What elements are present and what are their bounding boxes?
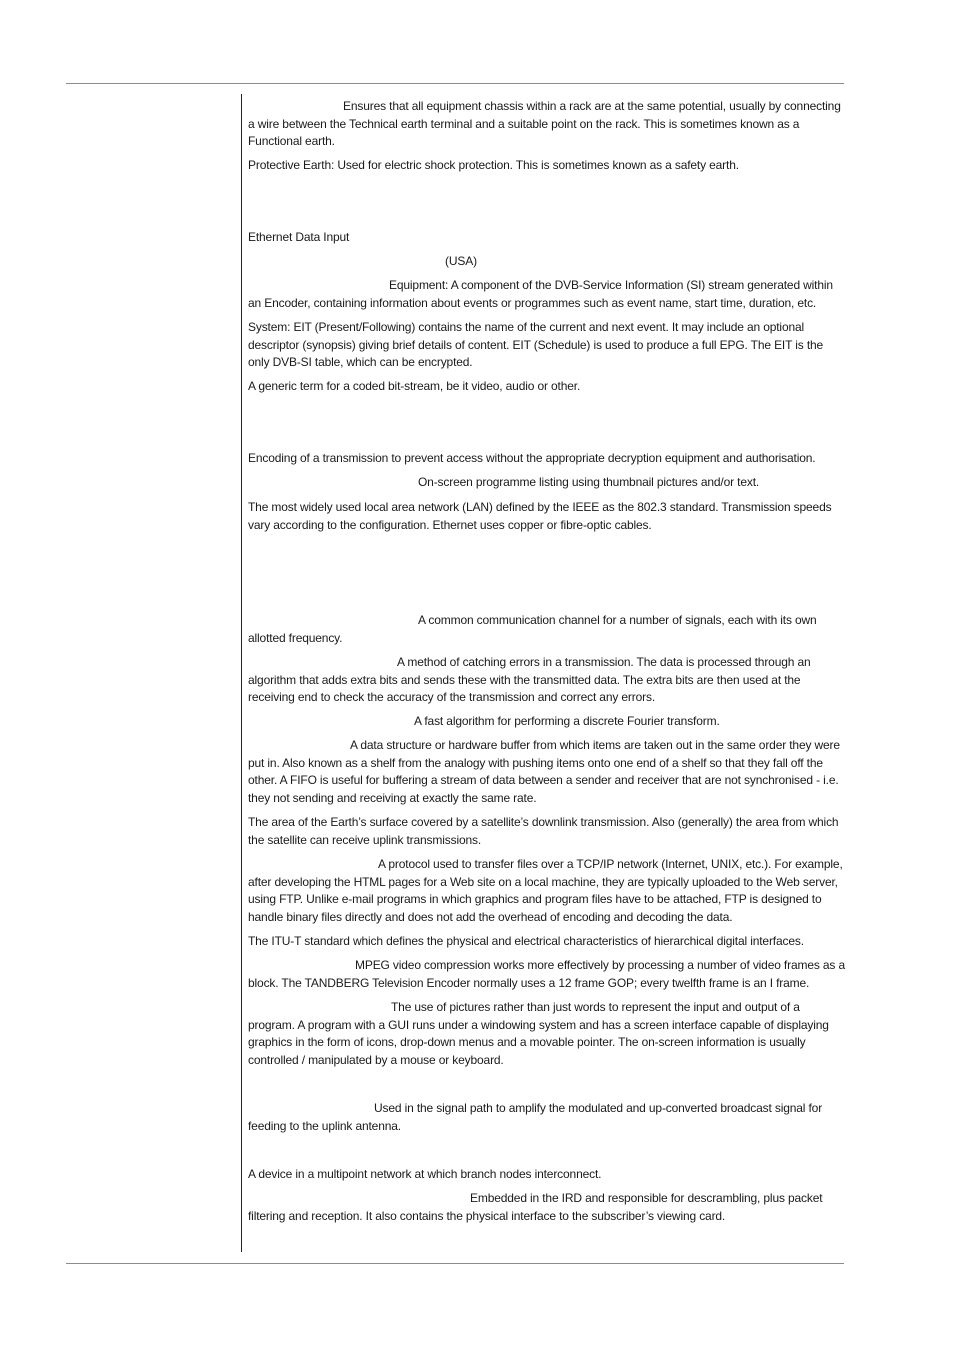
entry-fec: A method of catching errors in a transmission. The data is processed through an algorithm that adds extra bits and sends these with the transmitted data. The extra bits are then used at the receiving end to check the accuracy of the transmission and correct any errors. (248, 655, 811, 705)
entry-hub: A device in a multipoint network at which branch nodes interconnect. (248, 1167, 602, 1181)
entry-protective-earth: Protective Earth: Used for electric shock protection. This is sometimes known as a safety earth. (248, 158, 739, 172)
entry-gui: The use of pictures rather than just words to represent the input and output of a program. A program with a GUI runs under a windowing system and has a screen interface capable of displaying graphics in the form of icons, drop-down menus and a movable pointer. The on-screen information is usually controlled / manipulated by a mouse or keyboard. (248, 1000, 829, 1067)
entry-elementary-stream: A generic term for a coded bit-stream, be it video, audio or other. (248, 379, 581, 393)
entry-fft: A fast algorithm for performing a discrete Fourier transform. (414, 714, 720, 728)
entry-edi: Ethernet Data Input (248, 230, 350, 244)
entry-epg: On-screen programme listing using thumbnail pictures and/or text. (418, 475, 760, 489)
margin-line (241, 94, 242, 1252)
entry-gop: MPEG video compression works more effectively by processing a number of video frames as a block. The TANDBERG Television Encoder normally uses a 12 frame GOP; every twelfth frame is an I frame. (248, 958, 845, 990)
entry-encryption: Encoding of a transmission to prevent access without the appropriate decryption equipment and authorisation. (248, 451, 816, 465)
entry-technical-earth: Ensures that all equipment chassis within a rack are at the same potential, usually by connecting a wire between the Technical earth terminal and a suitable point on the rack. This is sometimes known as a Functional earth. (248, 99, 841, 149)
entry-ethernet: The most widely used local area network (LAN) defined by the IEEE as the 802.3 standard. Transmission speeds vary according to the configuration. Ethernet uses copper or fibre-optic cables. (248, 500, 832, 532)
entry-footprint: The area of the Earth’s surface covered by a satellite’s downlink transmission. Also (generally) the area from which the satellite can receive uplink transmissions. (248, 815, 839, 847)
entry-hpa: Used in the signal path to amplify the modulated and up-converted broadcast signal for feeding to the uplink antenna. (248, 1101, 823, 1133)
header-rule (66, 83, 844, 84)
entry-ftp: A protocol used to transfer files over a TCP/IP network (Internet, UNIX, etc.). For example, after developing the HTML pages for a Web site on a local machine, they are typically uploaded to the Web server, using FTP. Unlike e-mail programs in which graphics and program files have to be attached, FTP is designed to handle binary files directly and does not add the overhead of encoding and decoding the data. (248, 857, 843, 924)
entry-g703: The ITU-T standard which defines the physical and electrical characteristics of hierarchical digital interfaces. (248, 934, 804, 948)
entry-eit-system: System: EIT (Present/Following) contains the name of the current and next event. It may include an optional descriptor (synopsis) giving brief details of content. EIT (Schedule) is used to produce a full EPG. The EIT is the only DVB-SI table, which can be encrypted. (248, 320, 824, 370)
entry-eia: (USA) (445, 254, 477, 268)
entry-fifo: A data structure or hardware buffer from which items are taken out in the same order they were put in. Also known as a shelf from the analogy with pushing items onto one end of a shelf so that they fall off the other. A FIFO is useful for buffering a stream of data between a sender and receiver that are not synchronised - i.e. they not sending and receiving at exactly the same rate. (248, 738, 840, 805)
entry-fdm: A common communication channel for a number of signals, each with its own allotted frequency. (248, 613, 817, 645)
entry-icam: Embedded in the IRD and responsible for descrambling, plus packet filtering and reception. It also contains the physical interface to the subscriber’s viewing card. (248, 1191, 823, 1223)
entry-eit-equipment: Equipment: A component of the DVB-Service Information (SI) stream generated within an Encoder, containing information about events or programmes such as event name, start time, duration, etc. (248, 278, 833, 310)
footer-rule (66, 1263, 844, 1264)
